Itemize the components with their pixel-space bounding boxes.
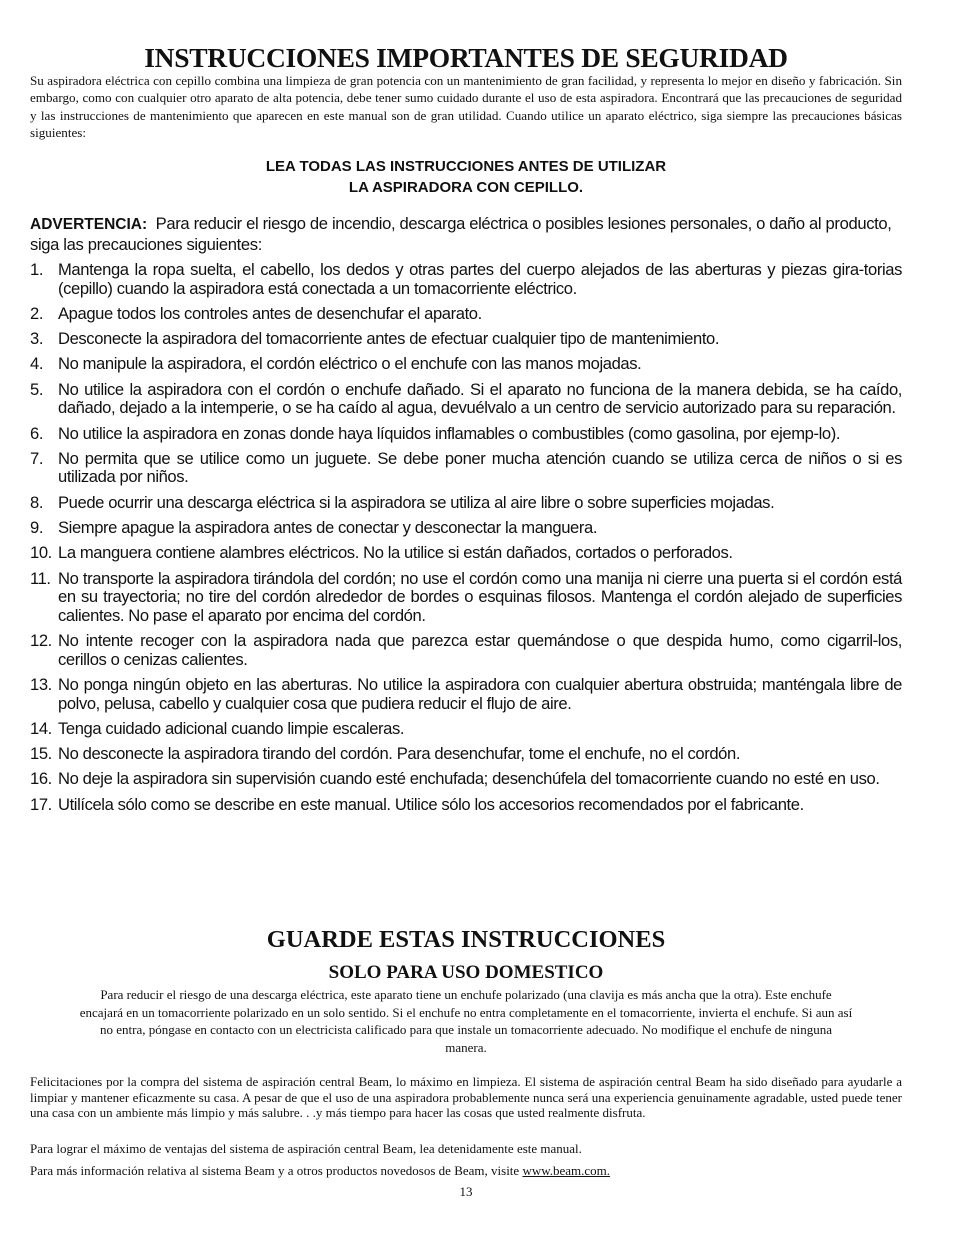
rule-text: Apague todos los controles antes de desenchufar el aparato. (58, 303, 482, 323)
safety-rule-item (30, 425, 902, 444)
rule-text: Desconecte la aspiradora del tomacorriente antes de efectuar cualquier tipo de mantenimiento. (58, 329, 720, 349)
rule-text: La manguera contiene alambres eléctricos. No la utilice si están dañados, cortados o perforados. (58, 543, 733, 563)
safety-rule-item (30, 305, 902, 324)
safety-rule-item (30, 355, 902, 374)
intro-paragraph: Su aspiradora eléctrica con cepillo combina una limpieza de gran potencia con un mantenimiento de gran facilidad, y representa lo mejor en diseño y fabricación. Sin embargo, como con cualquier otro aparato de alta potencia, debe tener sumo cuidado durante el uso de esta aspiradora. Encontrará que las precauciones de seguridad y las instrucciones de mantenimiento que aparecen en este manual son de gran utilidad. Cuando utilice un aparato eléctrico, siga siempre las precauciones básicas siguientes: (30, 73, 902, 140)
congratulations-paragraph: Felicitaciones por la compra del sistema de aspiración central Beam, lo máximo en limpieza. El sistema de aspiración central Beam ha sido diseñado para ayudarle a limpiar y mantener eficazmente su casa. A pesar de que el uso de una aspiradora probablemente nunca será una experiencia genuinamente agradable, usted puede tener una casa con un ambiente más limpio y más salubre. . .y más tiempo para hacer las cosas que usted realmente disfruta. (30, 1074, 902, 1121)
safety-rule-item (30, 745, 902, 764)
safety-rule-item (30, 544, 902, 563)
polarized-plug-paragraph: Para reducir el riesgo de una descarga eléctrica, este aparato tiene un enchufe polarizado (una clavija es más ancha que la otra). Este enchufe encajará en un tomacorriente polarizado en un solo sentido. Si el enchufe no entra completamente en el tomacorriente, invierta el enchufe. Si aun así no entra, póngase en contacto con un electricista calificado para que instale un tomacorriente adecuado. No modifique el enchufe de ninguna manera. (79, 987, 853, 1055)
safety-rule-item (30, 720, 902, 739)
rule-number: 14. (30, 718, 52, 738)
read-all-notice (30, 156, 902, 198)
rule-number: 6. (30, 423, 44, 443)
safety-rule-item (30, 632, 902, 669)
rule-number: 5. (30, 379, 44, 399)
rule-number: 12. (30, 631, 52, 651)
rule-text: No permita que se utilice como un juguete. Se debe poner mucha atención cuando se utiliza cerca de niños o si es utilizada por niños. (58, 448, 902, 487)
warning-text: Para reducir el riesgo de incendio, descarga eléctrica o posibles lesiones personales, o daño al producto, siga las precauciones siguientes: (30, 214, 892, 254)
rule-text: Siempre apague la aspiradora antes de conectar y desconectar la manguera. (58, 518, 598, 538)
read-all-line-1: LEA TODAS LAS INSTRUCCIONES ANTES DE UTILIZAR (265, 158, 667, 175)
read-all-line-2: LA ASPIRADORA CON CEPILLO. (348, 179, 584, 196)
rule-text: No transporte la aspiradora tirándola del cordón; no use el cordón como una manija ni cierre una puerta si el cordón está en su trayectoria; no tire del cordón alrededor de bordes o esquinas filosos. Mantenga el cordón alejado de superficies calientes. No pase el aparato por encima del cordón. (58, 568, 902, 625)
safety-rule-item (30, 676, 902, 713)
rule-text: No manipule la aspiradora, el cordón eléctrico o el enchufe con las manos mojadas. (58, 354, 642, 374)
rule-number: 13. (30, 674, 52, 694)
rule-number: 9. (30, 518, 44, 538)
rule-text: No ponga ningún objeto en las aberturas. No utilice la aspiradora con cualquier abertura obstruida; manténgala libre de polvo, pelusa, cabello y cualquier cosa que pudiera reducir el flujo de aire. (58, 674, 902, 713)
rule-text: Puede ocurrir una descarga eléctrica si la aspiradora se utiliza al aire libre o sobre superficies mojadas. (58, 492, 775, 512)
rule-number: 10. (30, 543, 52, 563)
safety-rule-item (30, 570, 902, 626)
safety-rule-item (30, 330, 902, 349)
warning-label: ADVERTENCIA: (30, 216, 148, 233)
safety-rule-item (30, 381, 902, 418)
safety-rule-item (30, 796, 902, 815)
rule-number: 17. (30, 794, 52, 814)
rule-number: 2. (30, 303, 44, 323)
rule-number: 4. (30, 354, 44, 374)
household-use-title: SOLO PARA USO DOMESTICO (328, 962, 604, 983)
rule-number: 11. (30, 568, 51, 588)
rule-number: 3. (30, 329, 44, 349)
rule-text: No utilice la aspiradora con el cordón o enchufe dañado. Si el aparato no funciona de la manera debida, se ha caído, dañado, dejado a la intemperie, o se ha caído al agua, devuélvalo a un centro de servicio autorizado para su reparación. (58, 379, 902, 418)
safety-rule-item (30, 519, 902, 538)
rule-text: No intente recoger con la aspiradora nada que parezca estar quemándose o que despida humo, como cigarril-los, cerillos o cenizas calientes. (58, 631, 902, 669)
rule-number: 1. (30, 260, 44, 279)
rule-text: No utilice la aspiradora en zonas donde haya líquidos inflamables o combustibles (como gasolina, por ejemp-lo). (58, 423, 841, 443)
page-number: 13 (459, 1184, 473, 1199)
warning-paragraph (30, 214, 902, 254)
safety-rule-item (30, 261, 902, 298)
rule-text: Utilícela sólo como se describe en este manual. Utilice sólo los accesorios recomendados por el fabricante. (58, 794, 804, 814)
more-info-text: Para más información relativa al sistema Beam y a otros productos novedosos de Beam, visite (30, 1163, 520, 1178)
rule-text: No deje la aspiradora sin supervisión cuando esté enchufada; desenchúfela del tomacorriente cuando no esté en uso. (58, 769, 880, 789)
page-title: INSTRUCCIONES IMPORTANTES DE SEGURIDAD (144, 42, 788, 73)
rule-number: 16. (30, 769, 52, 789)
read-manual-paragraph: Para lograr el máximo de ventajas del sistema de aspiración central Beam, lea detenidamente este manual. (30, 1141, 582, 1156)
save-instructions-title: GUARDE ESTAS INSTRUCCIONES (266, 926, 666, 953)
safety-rule-item (30, 450, 902, 487)
beam-website-link[interactable]: www.beam.com. (522, 1163, 611, 1178)
rule-text: Tenga cuidado adicional cuando limpie escaleras. (58, 718, 405, 738)
safety-rule-item (30, 494, 902, 513)
rule-number: 7. (30, 448, 44, 468)
safety-rule-item (30, 770, 902, 789)
safety-rules-list (30, 261, 902, 821)
rule-text: Mantenga la ropa suelta, el cabello, los dedos y otras partes del cuerpo alejados de las aberturas y piezas gira-torias (cepillo) cuando la aspiradora está conectada a un tomacorriente eléctrico. (58, 260, 902, 298)
rule-number: 8. (30, 492, 44, 512)
rule-text: No desconecte la aspiradora tirando del cordón. Para desenchufar, tome el enchufe, no el cordón. (58, 744, 741, 764)
more-info-paragraph (30, 1162, 902, 1179)
rule-number: 15. (30, 744, 52, 764)
